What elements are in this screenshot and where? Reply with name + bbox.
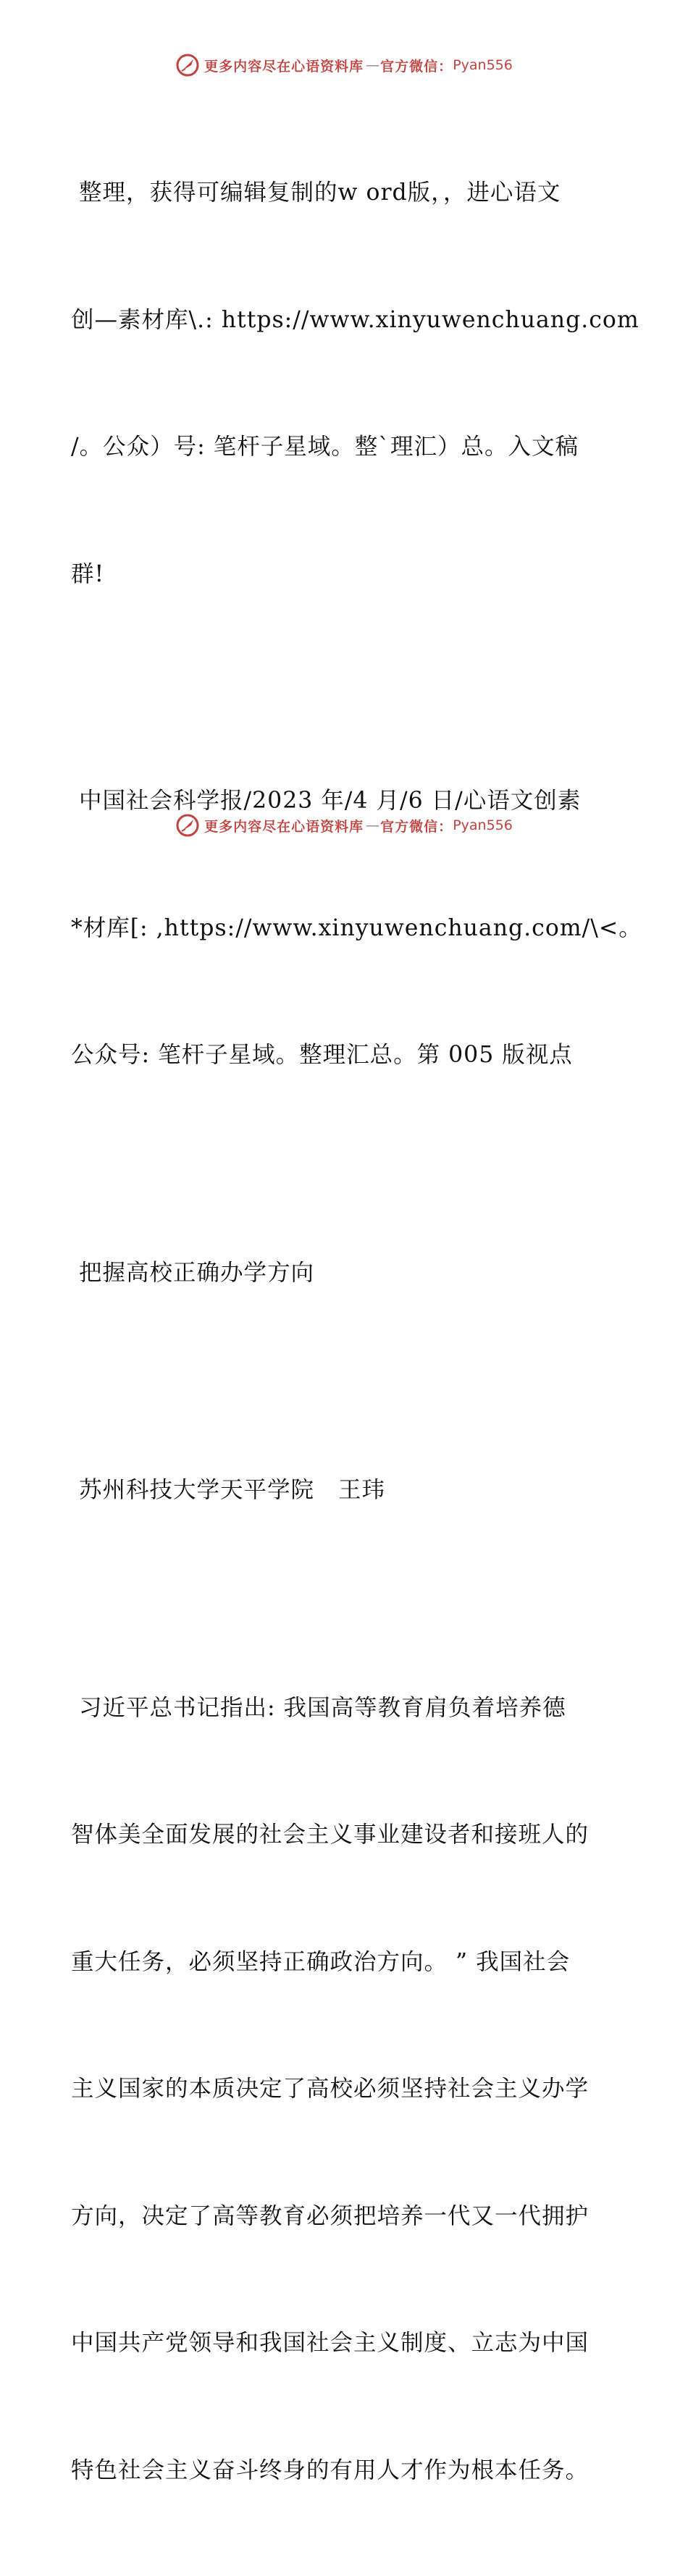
text-line: 中国共产党领导和我国社会主义制度、立志为中国 [71,2322,629,2365]
text-line: 主义国家的本质决定了高校必须坚持社会主义办学 [71,2068,629,2110]
text-line: 重大任务，必须坚持正确政治方向。 ” 我国社会 [71,1941,629,1984]
quill-logo-icon [175,813,200,838]
article-title [71,1167,629,1379]
text-line: 方向，决定了高等教育必须把培养一代又一代拥护 [71,2195,629,2238]
document-body [71,87,629,2576]
text-line: 整理，获得可编辑复制的w ord版，，进心语文 [71,172,629,214]
article-author [71,1384,629,1596]
text-line: 创—素材库\.: https://www.xinyuwenchuang.com [71,299,629,342]
text-line: /。公众）号: 笔杆子星域。整`理汇）总。入文稿 [71,426,629,468]
text-line: 把握高校正确办学方向 [71,1252,629,1295]
banner-wechat-id: Pyan556 [453,57,513,73]
banner-official-label: 官方微信： [380,56,453,75]
banner-wechat-id: Pyan556 [453,817,513,833]
source-paragraph [71,695,629,1161]
text-line: 公众号: 笔杆子星域。整理汇总。第 005 版视点 [71,1034,629,1077]
text-line: *材库[: ,https://www.xinyuwenchuang.com/\<。 [71,907,629,950]
banner-dash: — [366,817,378,833]
quill-logo-icon [175,53,200,77]
banner-text: 更多内容尽在心语资料库 [204,816,364,835]
text-line: 习近平总书记指出: 我国高等教育肩负着培养德 [71,1687,629,1730]
text-line: 智体美全面发展的社会主义事业建设者和接班人的 [71,1814,629,1856]
banner-dash: — [366,57,378,73]
intro-paragraph [71,87,629,680]
footer-banner [0,811,688,840]
text-line: 群! [71,553,629,596]
text-line: 中国社会科学报/2023 年/4 月/6 日/心语文创素 [71,780,629,822]
body-paragraph [71,1602,629,2576]
header-banner [0,51,688,80]
text-line: 苏州科技大学天平学院 王玮 [71,1469,629,1512]
banner-official-label: 官方微信： [380,816,453,835]
banner-text: 更多内容尽在心语资料库 [204,56,364,75]
text-line: 特色社会主义奋斗终身的有用人才作为根本任务。 [71,2449,629,2492]
